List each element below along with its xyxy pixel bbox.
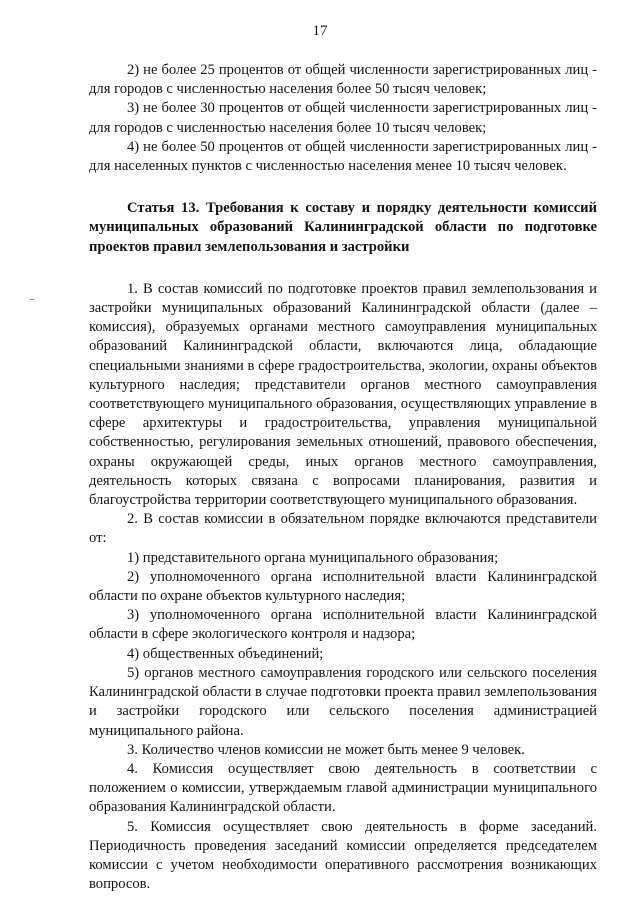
article-title: Статья 13. Требования к составу и порядку деятельности комиссий муниципальных образований Калининградской области по подготовке проектов правил землепользования и застройки [89,200,597,255]
paragraph: 3. Количество членов комиссии не может быть менее 9 человек. [127,741,525,758]
page-number: 17 [312,23,328,39]
margin-mark [30,299,34,300]
list-item: 2) уполномоченного органа исполнительной власти Калининградской области по охране объектов культурного наследия; [89,568,597,605]
list-item: 5) органов местного самоуправления городского или сельского поселения Калининградской области в случае подготовки проекта правил землепользования и застройки городского или сельского поселения администрацией муниципального района. [89,664,597,739]
paragraph: 4. Комиссия осуществляет свою деятельность в соответствии с положением о комиссии, утверждаемым главой администрации муниципального образования Калининградской области. [89,760,597,816]
document-body [89,61,597,894]
list-item: 4) общественных объединений; [127,645,324,662]
paragraph: 2. В состав комиссии в обязательном порядке включаются представители от: [89,511,597,547]
intro-item: 2) не более 25 процентов от общей численности зарегистрированных лиц - для городов с численностью населения более 50 тысяч человек; [89,62,597,98]
list-item: 3) уполномоченного органа исполнительной власти Калининградской области в сфере экологического контроля и надзора; [89,607,597,643]
intro-item: 3) не более 30 процентов от общей численности зарегистрированных лиц - для городов с численностью населения более 10 тысяч человек; [89,100,597,136]
spacer [89,176,597,199]
intro-item: 4) не более 50 процентов от общей численности зарегистрированных лиц - для населенных пунктов с численностью населения менее 10 тысяч человек. [89,138,597,175]
spacer [89,257,597,280]
list-item: 1) представительного органа муниципального образования; [127,549,499,566]
paragraph: 1. В состав комиссий по подготовке проектов правил землепользования и застройки муниципальных образований Калининградской области (далее – комиссия), образуемых органами местного самоуправления муниципальных образований Калининградской области, включаются лица, обладающие специальными знаниями в сфере градостроительства, экологии, охраны объектов культурного наследия; представители органов местного самоуправления соответствующего муниципального образования, осуществляющих управление в сфере архитектуры и градостроительства, управления муниципальной собственностью, регулирования земельных отношений, правового обеспечения, охраны окружающей среды, иных органов местного самоуправления, деятельность которых связана с вопросами планирования, развития и благоустройства территории соответствующего муниципального образования. [89,280,597,509]
paragraph: 5. Комиссия осуществляет свою деятельность в форме заседаний. Периодичность проведения заседаний комиссии определяется председателем комиссии с учетом необходимости оперативного рассмотрения возникающих вопросов. [89,818,597,893]
